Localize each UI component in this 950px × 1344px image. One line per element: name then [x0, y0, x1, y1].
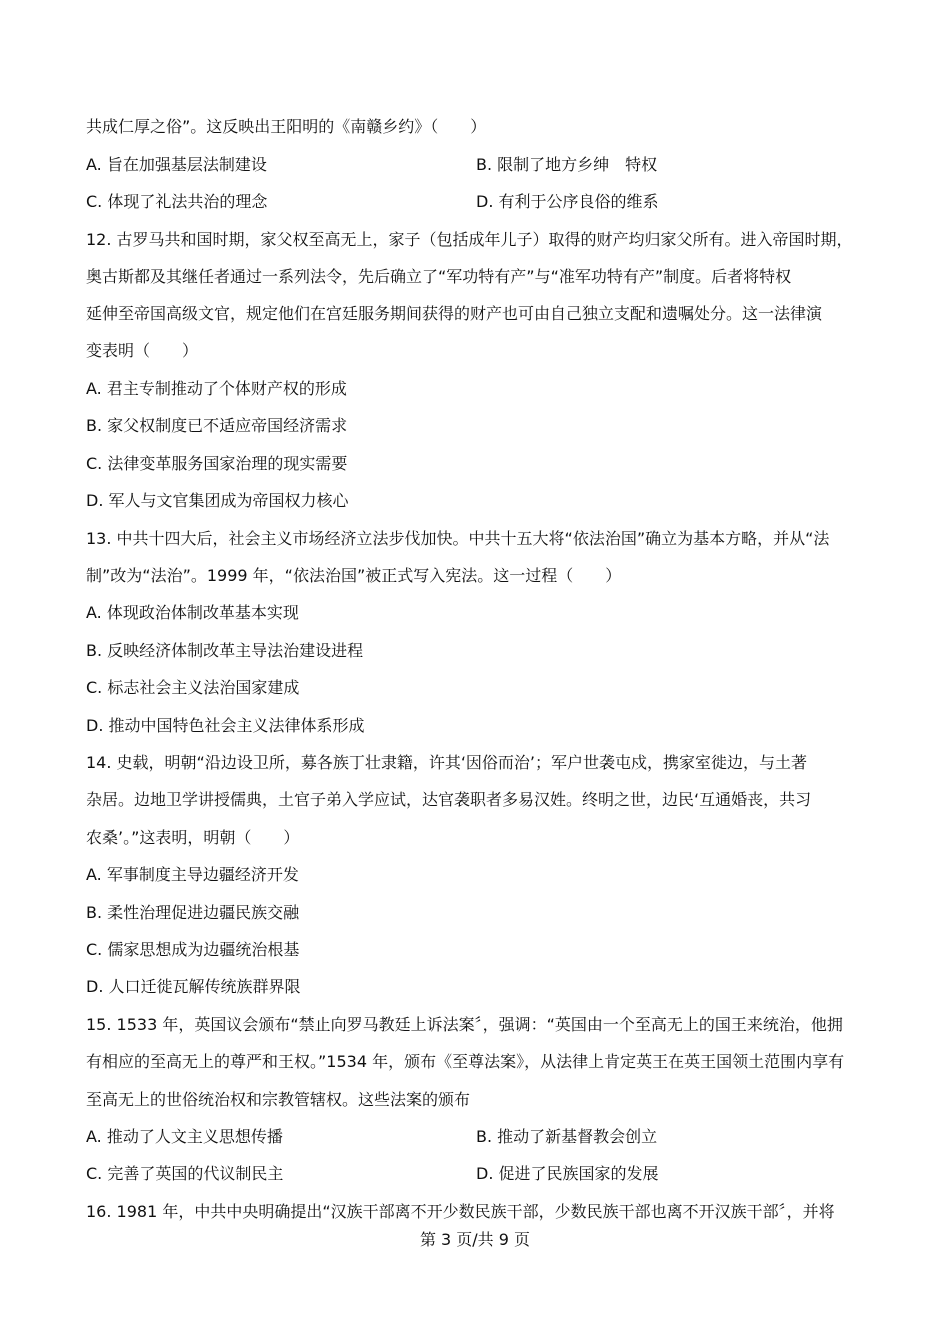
question-13-stem-line-2: 制”改为“法治”。1999 年，“依法治国”被正式写入宪法。这一过程（ ）	[86, 566, 622, 585]
question-13-stem-line-1: 13. 中共十四大后，社会主义市场经济立法步伐加快。中共十五大将“依法治国”确立为基本方略，并从“法	[86, 529, 830, 548]
question-11-option-c: C. 体现了礼法共治的理念	[86, 192, 268, 211]
question-11-option-d: D. 有利于公序良俗的维系	[476, 192, 659, 211]
question-15-option-d: D. 促进了民族国家的发展	[476, 1164, 659, 1183]
question-15-stem-line-3: 至高无上的世俗统治权和宗教管辖权。这些法案的颁布	[86, 1090, 471, 1109]
question-14-stem-line-2: 杂居。边地卫学讲授儒典，土官子弟入学应试，达官袭职者多易汉姓。终明之世，边民‘互通婚丧，共习	[86, 790, 812, 809]
question-12-stem-line-2: 奥古斯都及其继任者通过一系列法令，先后确立了“军功特有产”与“准军功特有产”制度。后者将特权	[86, 267, 792, 286]
question-15-option-b: B. 推动了新基督教会创立	[476, 1127, 658, 1146]
question-14-option-c: C. 儒家思想成为边疆统治根基	[86, 940, 300, 959]
question-12-stem-line-3: 延伸至帝国高级文官，规定他们在宫廷服务期间获得的财产也可由自己独立支配和遗嘱处分。这一法律演	[86, 304, 823, 323]
question-11-option-a: A. 旨在加强基层法制建设	[86, 155, 267, 174]
question-13-option-c: C. 标志社会主义法治国家建成	[86, 678, 300, 697]
question-14-option-a: A. 军事制度主导边疆经济开发	[86, 865, 299, 884]
question-11-option-b: B. 限制了地方乡绅 特权	[476, 155, 658, 174]
question-14-stem-line-1: 14. 史载，明朝“沿边设卫所，募各族丁壮隶籍，许其‘因俗而治’；军户世袭屯戍，携家室徙边，与土著	[86, 753, 807, 772]
question-15-stem-line-1: 15. 1533 年，英国议会颁布“禁止向罗马教廷上诉法案〞，强调：“英国由一个至高无上的国王来统治，他拥	[86, 1015, 843, 1034]
question-14-option-d: D. 人口迁徙瓦解传统族群界限	[86, 977, 301, 996]
question-12-option-b: B. 家父权制度已不适应帝国经济需求	[86, 416, 348, 435]
question-15-stem-line-2: 有相应的至高无上的尊严和王权。”1534 年，颁布《至尊法案》，从法律上肯定英王在英王国领土范围内享有	[86, 1052, 845, 1071]
question-12-option-a: A. 君主专制推动了个体财产权的形成	[86, 379, 347, 398]
question-11-stem-tail: 共成仁厚之俗”。这反映出王阳明的《南赣乡约》（ ）	[86, 117, 487, 136]
question-15-option-a: A. 推动了人文主义思想传播	[86, 1127, 283, 1146]
question-16-stem-line-1: 16. 1981 年，中共中央明确提出“汉族干部离不开少数民族干部，少数民族干部也离不开汉族干部〞，并将	[86, 1202, 835, 1221]
question-13-option-d: D. 推动中国特色社会主义法律体系形成	[86, 716, 365, 735]
question-12-stem-line-1: 12. 古罗马共和国时期，家父权至高无上，家子（包括成年儿子）取得的财产均归家父所有。进入帝国时期，	[86, 230, 853, 249]
page-number-footer: 第 3 页/共 9 页	[419, 1230, 531, 1249]
question-14-stem-line-3: 农桑’。”这表明，明朝（ ）	[86, 828, 300, 847]
question-12-stem-line-4: 变表明（ ）	[86, 341, 199, 360]
question-14-option-b: B. 柔性治理促进边疆民族交融	[86, 903, 300, 922]
question-12-option-c: C. 法律变革服务国家治理的现实需要	[86, 454, 348, 473]
question-13-option-b: B. 反映经济体制改革主导法治建设进程	[86, 641, 364, 660]
question-12-option-d: D. 军人与文官集团成为帝国权力核心	[86, 491, 349, 510]
question-13-option-a: A. 体现政治体制改革基本实现	[86, 603, 299, 622]
question-15-option-c: C. 完善了英国的代议制民主	[86, 1164, 284, 1183]
